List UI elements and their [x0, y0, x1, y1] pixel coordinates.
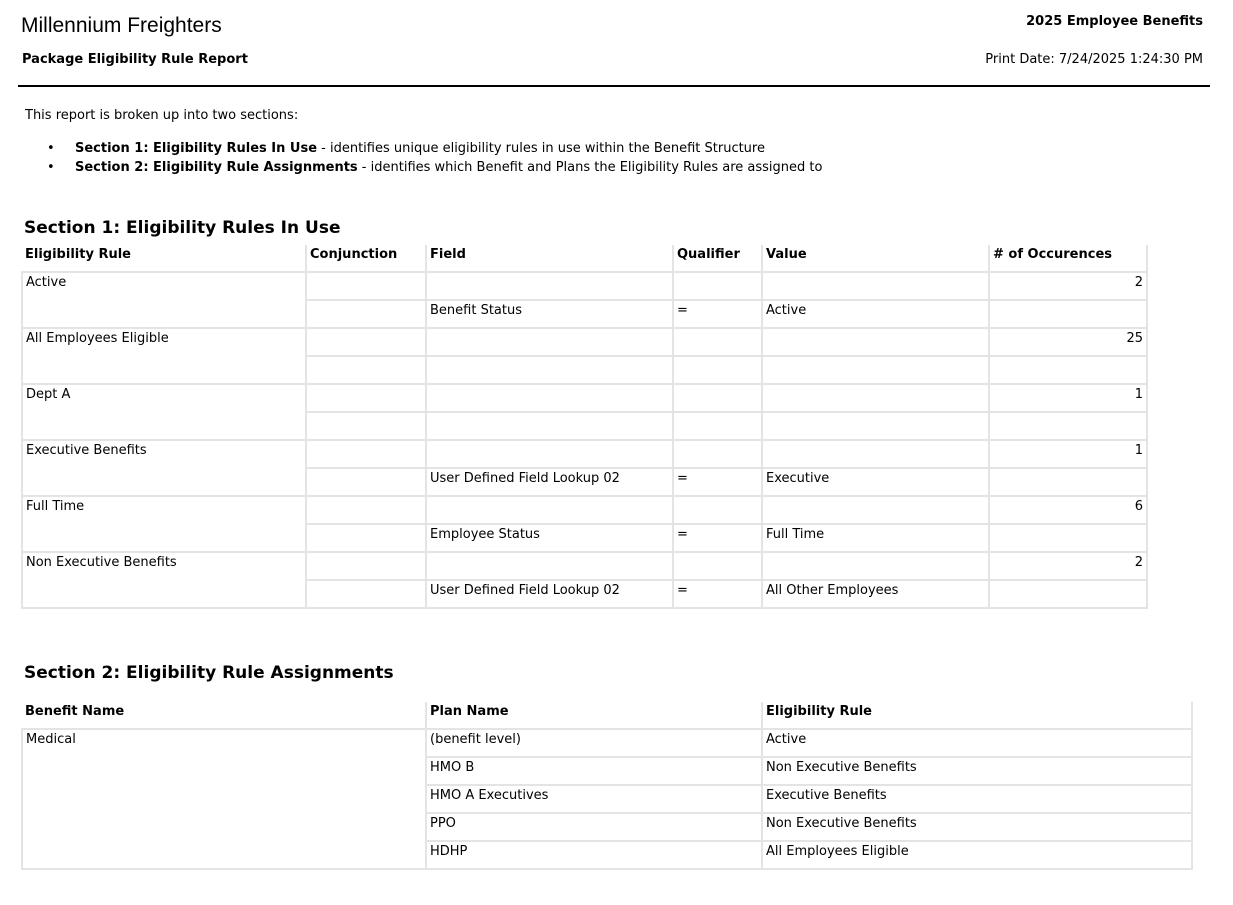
- bullet-icon: •: [47, 160, 55, 175]
- conjunction-cell: [306, 356, 426, 384]
- assigned-rule-cell: Non Executive Benefits: [762, 813, 1192, 841]
- section-2-name: Section 2: Eligibility Rule Assignments: [75, 160, 358, 175]
- conjunction-cell: [306, 496, 426, 524]
- value-cell: [762, 356, 989, 384]
- qualifier-cell: =: [673, 300, 762, 328]
- occurrences-cell: 2: [989, 272, 1147, 300]
- section-1-heading: Section 1: Eligibility Rules In Use: [24, 218, 341, 238]
- column-header-occurrences: # of Occurences: [989, 245, 1147, 272]
- conjunction-cell: [306, 272, 426, 300]
- qualifier-cell: [673, 356, 762, 384]
- qualifier-cell: [673, 272, 762, 300]
- field-cell: [426, 412, 673, 440]
- column-header-field: Field: [426, 245, 673, 272]
- column-header-conjunction: Conjunction: [306, 245, 426, 272]
- eligibility-rule-name: Dept A: [22, 384, 306, 440]
- qualifier-cell: [673, 552, 762, 580]
- conjunction-cell: [306, 524, 426, 552]
- occurrences-cell: [989, 580, 1147, 608]
- field-cell: [426, 440, 673, 468]
- intro-text: This report is broken up into two sections:: [25, 108, 299, 123]
- assigned-rule-cell: All Employees Eligible: [762, 841, 1192, 869]
- eligibility-rule-name: Active: [22, 272, 306, 328]
- field-cell: Employee Status: [426, 524, 673, 552]
- occurrences-cell: [989, 412, 1147, 440]
- field-cell: User Defined Field Lookup 02: [426, 580, 673, 608]
- column-header-value: Value: [762, 245, 989, 272]
- list-item: [25, 139, 822, 158]
- qualifier-cell: [673, 496, 762, 524]
- occurrences-cell: 6: [989, 496, 1147, 524]
- qualifier-cell: [673, 384, 762, 412]
- assigned-rule-cell: Non Executive Benefits: [762, 757, 1192, 785]
- table-row: [22, 552, 1147, 580]
- assigned-rule-cell: Active: [762, 729, 1192, 757]
- occurrences-cell: 25: [989, 328, 1147, 356]
- field-cell: [426, 328, 673, 356]
- conjunction-cell: [306, 300, 426, 328]
- table-row: [22, 496, 1147, 524]
- report-title: Package Eligibility Rule Report: [22, 52, 248, 67]
- qualifier-cell: [673, 328, 762, 356]
- assigned-rule-cell: Executive Benefits: [762, 785, 1192, 813]
- conjunction-cell: [306, 328, 426, 356]
- column-header-eligibility-rule: Eligibility Rule: [22, 245, 306, 272]
- table-header-row: [22, 245, 1147, 272]
- value-cell: [762, 496, 989, 524]
- column-header-eligibility-rule: Eligibility Rule: [762, 702, 1192, 729]
- occurrences-cell: 1: [989, 440, 1147, 468]
- eligibility-rule-name: All Employees Eligible: [22, 328, 306, 384]
- occurrences-cell: [989, 524, 1147, 552]
- value-cell: [762, 384, 989, 412]
- eligibility-rule-name: Full Time: [22, 496, 306, 552]
- benefit-name-cell: Medical: [22, 729, 426, 869]
- table-header-row: [22, 702, 1192, 729]
- qualifier-cell: =: [673, 468, 762, 496]
- plan-name-cell: HMO B: [426, 757, 762, 785]
- list-item: [25, 158, 822, 177]
- plan-name-cell: HDHP: [426, 841, 762, 869]
- column-header-qualifier: Qualifier: [673, 245, 762, 272]
- eligibility-rule-name: Executive Benefits: [22, 440, 306, 496]
- eligibility-rules-table: [21, 245, 1148, 609]
- value-cell: [762, 328, 989, 356]
- value-cell: Executive: [762, 468, 989, 496]
- table-row: [22, 440, 1147, 468]
- occurrences-cell: 1: [989, 384, 1147, 412]
- section-1-name: Section 1: Eligibility Rules In Use: [75, 141, 318, 156]
- plan-name-cell: PPO: [426, 813, 762, 841]
- field-cell: [426, 496, 673, 524]
- qualifier-cell: =: [673, 524, 762, 552]
- conjunction-cell: [306, 384, 426, 412]
- column-header-plan-name: Plan Name: [426, 702, 762, 729]
- section-1-description: - identifies unique eligibility rules in use within the Benefit Structure: [317, 141, 765, 156]
- table-row: [22, 384, 1147, 412]
- field-cell: Benefit Status: [426, 300, 673, 328]
- rule-assignments-table: [21, 702, 1193, 870]
- company-name: Millennium Freighters: [21, 14, 222, 37]
- qualifier-cell: =: [673, 580, 762, 608]
- field-cell: [426, 272, 673, 300]
- conjunction-cell: [306, 580, 426, 608]
- field-cell: [426, 552, 673, 580]
- eligibility-rule-name: Non Executive Benefits: [22, 552, 306, 608]
- plan-name-cell: (benefit level): [426, 729, 762, 757]
- section-2-heading: Section 2: Eligibility Rule Assignments: [24, 663, 394, 683]
- value-cell: [762, 440, 989, 468]
- value-cell: All Other Employees: [762, 580, 989, 608]
- occurrences-cell: [989, 468, 1147, 496]
- occurrences-cell: 2: [989, 552, 1147, 580]
- table-row: [22, 729, 1192, 757]
- value-cell: [762, 412, 989, 440]
- conjunction-cell: [306, 468, 426, 496]
- benefit-year: 2025 Employee Benefits: [1026, 14, 1203, 29]
- bullet-icon: •: [47, 141, 55, 156]
- value-cell: Active: [762, 300, 989, 328]
- table-row: [22, 272, 1147, 300]
- field-cell: [426, 356, 673, 384]
- conjunction-cell: [306, 412, 426, 440]
- occurrences-cell: [989, 356, 1147, 384]
- field-cell: User Defined Field Lookup 02: [426, 468, 673, 496]
- occurrences-cell: [989, 300, 1147, 328]
- plan-name-cell: HMO A Executives: [426, 785, 762, 813]
- value-cell: [762, 272, 989, 300]
- section-list: [25, 139, 822, 177]
- section-2-description: - identifies which Benefit and Plans the Eligibility Rules are assigned to: [357, 160, 823, 175]
- value-cell: Full Time: [762, 524, 989, 552]
- conjunction-cell: [306, 552, 426, 580]
- qualifier-cell: [673, 440, 762, 468]
- field-cell: [426, 384, 673, 412]
- conjunction-cell: [306, 440, 426, 468]
- value-cell: [762, 552, 989, 580]
- qualifier-cell: [673, 412, 762, 440]
- header-divider: [18, 85, 1210, 87]
- print-date: Print Date: 7/24/2025 1:24:30 PM: [985, 52, 1203, 67]
- column-header-benefit-name: Benefit Name: [22, 702, 426, 729]
- table-row: [22, 328, 1147, 356]
